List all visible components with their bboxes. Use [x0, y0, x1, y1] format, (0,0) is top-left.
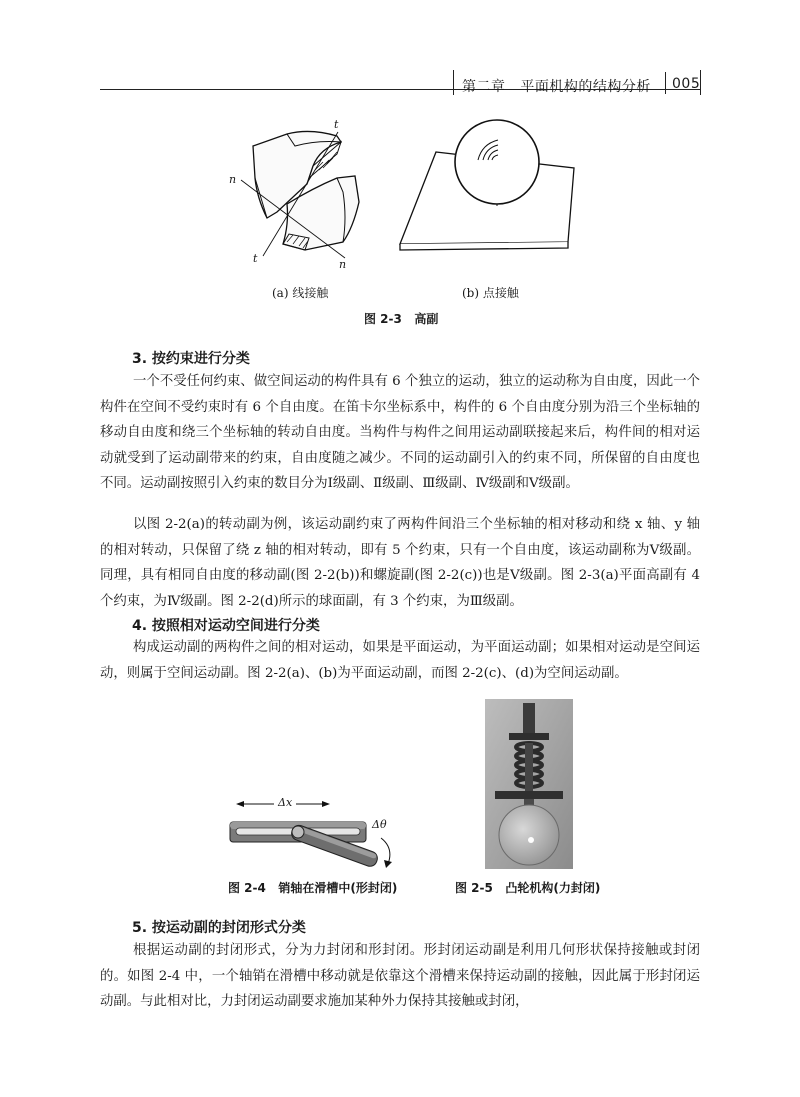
header-chapter-number: 第二章 [462, 79, 506, 95]
fig-2-3a-label-t-bottom: t [253, 252, 258, 265]
fig-2-3a-label-n-left: n [229, 173, 237, 186]
fig-2-4-label-dx: Δx [278, 796, 293, 809]
header-separator-left [453, 70, 454, 95]
header-chapter [462, 76, 651, 96]
header-separator-end [700, 70, 701, 95]
fig-2-5-caption: 图 2-5 凸轮机构(力封闭) [455, 881, 601, 895]
fig-2-3b-sublabel: (b) 点接触 [462, 286, 519, 300]
section-4-heading: 4. 按照相对运动空间进行分类 [132, 618, 320, 634]
section-3-paragraph-1: 一个不受任何约束、做空间运动的构件具有 6 个独立的运动，独立的运动称为自由度，因此一个构件在空间不受约束时有 6 个自由度。在笛卡尔坐标系中，构件的 6 个自由度分别为沿三个坐标轴的移动自由度和绕三个坐标轴的转动自由度。当构件与构件之间用运动副联接起来后，构件间的相对运动就受到了运动副带来的约束，自由度随之减少。不同的运动副引入的约束不同，所保留的自由度也不同。运动副按照引入约束的数目分为Ⅰ级副、Ⅱ级副、Ⅲ级副、Ⅳ级副和Ⅴ级副。 [100, 374, 700, 491]
fig-2-3a-label-n-bottom: n [339, 258, 347, 271]
figure-2-5-cam-mechanism [485, 699, 573, 869]
section-4-paragraph-1: 构成运动副的两构件之间的相对运动，如果是平面运动，为平面运动副；如果相对运动是空间运动，则属于空间运动副。图 2-2(a)、(b)为平面运动副，而图 2-2(c)、(d)为空间运动副。 [100, 640, 700, 681]
section-5-paragraph-1: 根据运动副的封闭形式，分为力封闭和形封闭。形封闭运动副是利用几何形状保持接触或封闭的。如图 2-4 中，一个轴销在滑槽中移动就是依靠这个滑槽来保持运动副的接触，因此属于形封闭运动副。与此相对比，力封闭运动副要求施加某种外力保持其接触或封闭， [100, 943, 700, 1009]
section-3-paragraph-2: 以图 2-2(a)的转动副为例，该运动副约束了两构件间沿三个坐标轴的相对移动和绕 x 轴、y 轴的相对转动，只保留了绕 z 轴的相对转动，即有 5 个约束，只有一个自由度，该运动副称为Ⅴ级副。同理，具有相同自由度的移动副(图 2-2(b))和螺旋副(图 2-2(c))也是Ⅴ级副。图 2-3(a)平面高副有 4 个约束，为Ⅳ级副。图 2-2(d)所示的球面副，有 3 个约束，为Ⅲ级副。 [100, 517, 700, 609]
fig-2-3-caption [364, 310, 438, 327]
fig-2-3-caption-number: 图 2-3 [364, 312, 402, 326]
section-3-heading: 3. 按约束进行分类 [132, 351, 250, 367]
fig-2-4-label-dtheta: Δθ [372, 818, 387, 831]
fig-2-4-caption: 图 2-4 销轴在滑槽中(形封闭) [228, 881, 398, 895]
header-chapter-title: 平面机构的结构分析 [520, 79, 651, 95]
section-5-heading: 5. 按运动副的封闭形式分类 [132, 920, 306, 936]
figure-2-3b-point-contact [392, 116, 582, 256]
fig-2-3a-sublabel: (a) 线接触 [272, 286, 329, 300]
figure-2-4-pin-in-slot [226, 790, 406, 870]
fig-2-3-caption-title: 高副 [414, 312, 439, 326]
header-separator-right [665, 72, 666, 94]
figure-2-3a-line-contact [225, 118, 375, 278]
fig-2-3a-label-t-top: t [334, 118, 339, 131]
page-number: 005 [672, 76, 701, 92]
